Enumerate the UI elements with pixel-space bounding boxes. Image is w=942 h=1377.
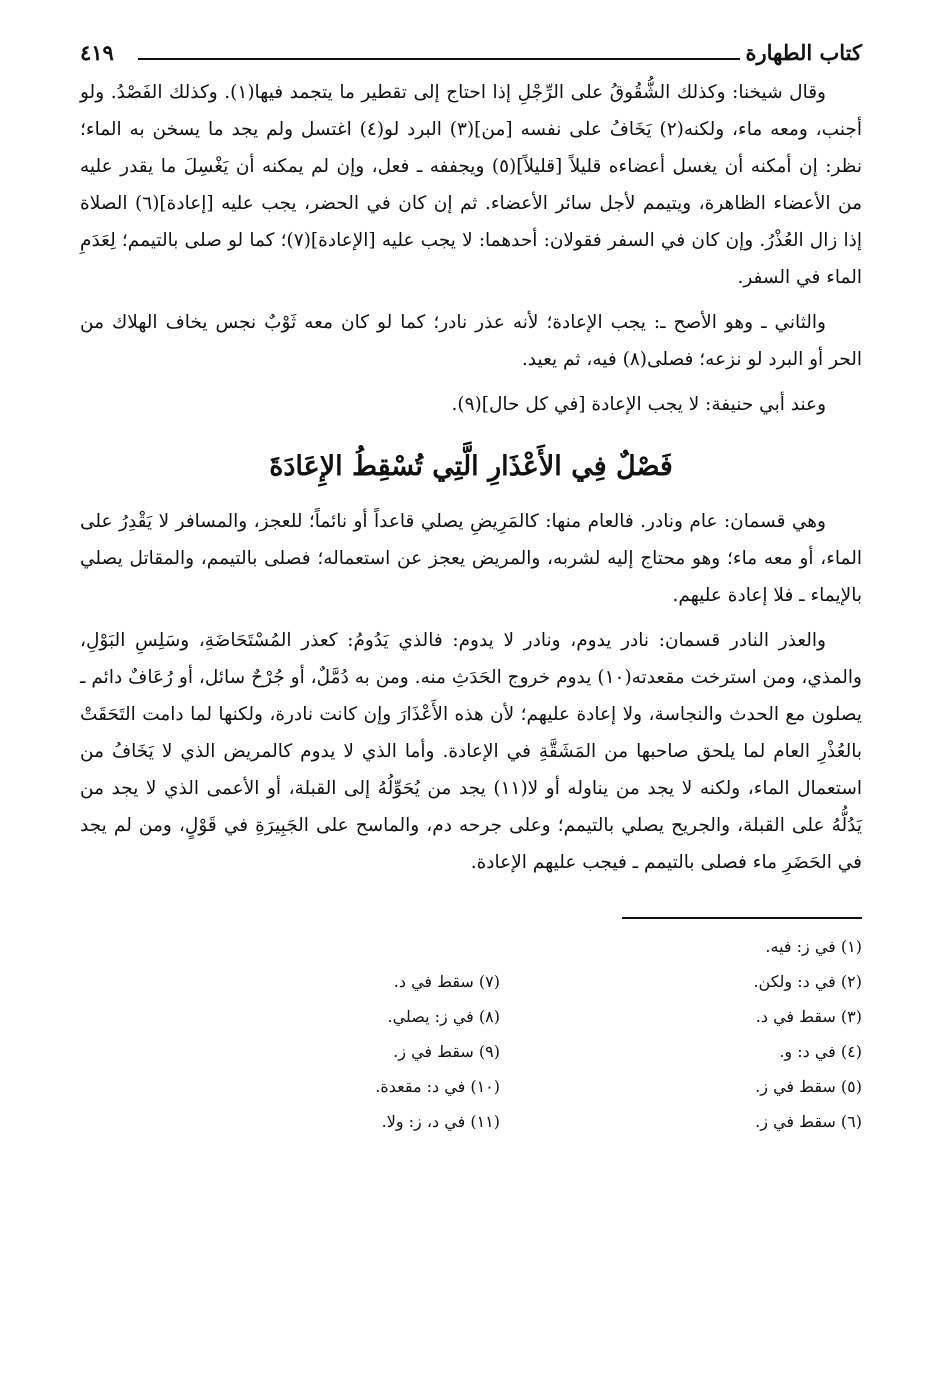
paragraph-3: وعند أبي حنيفة: لا يجب الإعادة [في كل حال](٩). — [451, 394, 826, 415]
section-heading: فَصْلٌ فِي الأَعْذَارِ الَّتِي تُسْقِطُ الإِعَادَةَ — [269, 451, 673, 482]
footnote-1: (١) في ز: فيه. — [765, 937, 862, 956]
footnote-8: (٨) في ز: يصلي. — [387, 1007, 500, 1026]
section-paragraph-1: وهي قسمان: عام ونادر. فالعام منها: كالمَرِيضِ يصلي قاعداً أو نائماً؛ للعجز، والمسافر لا يَقْدِرُ على الماء، أو معه ماء؛ وهو محتاج إليه لشربه، والمريض يعجز عن استعماله؛ فصلى بالتيمم، والمقاتل يصلي بالإيماء ـ فلا إعادة عليهم. — [80, 511, 862, 606]
section-paragraph-2: والعذر النادر قسمان: نادر يدوم، ونادر لا يدوم: فالذي يَدُومُ: كعذر المُسْتَحَاضَةِ، وسَلِسِ البَوْلِ، والمذي، ومن استرخت مقعدته(١٠) يدوم خروج الحَدَثِ منه. ومن به دُمَّلٌ، أو جُرْحٌ سائل، أو رُعَافٌ دائم ـ يصلون مع الحدث والنجاسة، ولا إعادة عليهم؛ لأن هذه الأَعْذَارَ وإن كانت نادرة، ولكنها لما دامت التَحَقَتْ بالعُذْرِ العام لما يلحق صاحبها من المَشَقَّةِ في الإعادة. وأما الذي لا يدوم كالمريض الذي لا يَخَافُ من استعمال الماء، ولكنه لا يجد من يناوله أو لا(١١) يجد من يُحَوِّلُهُ إلى القبلة، أو الأعمى الذي لا يجد من يَدُلُّهُ على القبلة، والجريح يصلي بالتيمم؛ وعلى جرحه دم، والماسح على الجَبِيرَةِ في قَوْلٍ، ومن لم يجد في الحَضَرِ ماء فصلى بالتيمم ـ فيجب عليهم الإعادة. — [80, 630, 862, 873]
footnote-7: (٧) سقط في د. — [393, 972, 500, 991]
main-text — [80, 74, 862, 881]
page-number: ٤١٩ — [80, 40, 114, 65]
footnote-9: (٩) سقط في ز. — [393, 1042, 500, 1061]
footnote-separator — [622, 917, 862, 919]
header-rule — [138, 58, 740, 60]
footnote-5: (٥) سقط في ز. — [755, 1077, 862, 1096]
paragraph-1: وقال شيخنا: وكذلك الشُّقُوقُ على الرِّجْلِ إذا احتاج إلى تقطير ما يتجمد فيها(١). وكذلك الفَصْدُ. ولو أجنب، ومعه ماء، ولكنه(٢) يَخَافُ على نفسه [من](٣) البرد لو(٤) اغتسل ولم يجد ما يسخن به الماء؛ نظر: إن أمكنه أن يغسل أعضاءه قليلاً [قليلاً](٥) ويجففه ـ فعل، وإن لم يمكنه أن يَغْسِلَ ما يقدر عليه من الأعضاء الظاهرة، ويتيمم لأجل سائر الأعضاء. ثم إن كان في الحضر، يجب عليه [إعادة](٦) الصلاة إذا زال العُذْرُ. وإن كان في السفر فقولان: أحدهما: لا يجب عليه [الإعادة](٧)؛ كما لو صلى بالتيمم؛ لِعَدَمِ الماء في السفر. — [80, 82, 863, 288]
paragraph-2: والثاني ـ وهو الأصح ـ: يجب الإعادة؛ لأنه عذر نادر؛ كما لو كان معه ثَوْبٌ نجس يخاف الهلاك من الحر أو البرد لو نزعه؛ فصلى(٨) فيه، ثم يعيد. — [80, 312, 862, 370]
running-title: كتاب الطهارة — [745, 40, 862, 65]
footnote-spacer — [140, 929, 500, 964]
footnote-3: (٣) سقط في د. — [755, 1007, 862, 1026]
footnotes — [80, 929, 862, 1139]
page-header — [80, 40, 862, 74]
footnote-6: (٦) سقط في ز. — [755, 1112, 862, 1131]
footnotes-column-right — [502, 929, 862, 1139]
footnote-11: (١١) في د، ز: ولا. — [381, 1112, 500, 1131]
footnote-4: (٤) في د: و. — [779, 1042, 862, 1061]
footnotes-column-left — [140, 929, 500, 1139]
footnote-10: (١٠) في د: مقعدة. — [375, 1077, 500, 1096]
document-page — [80, 40, 862, 1139]
footnote-2: (٢) في د: ولكن. — [753, 972, 862, 991]
